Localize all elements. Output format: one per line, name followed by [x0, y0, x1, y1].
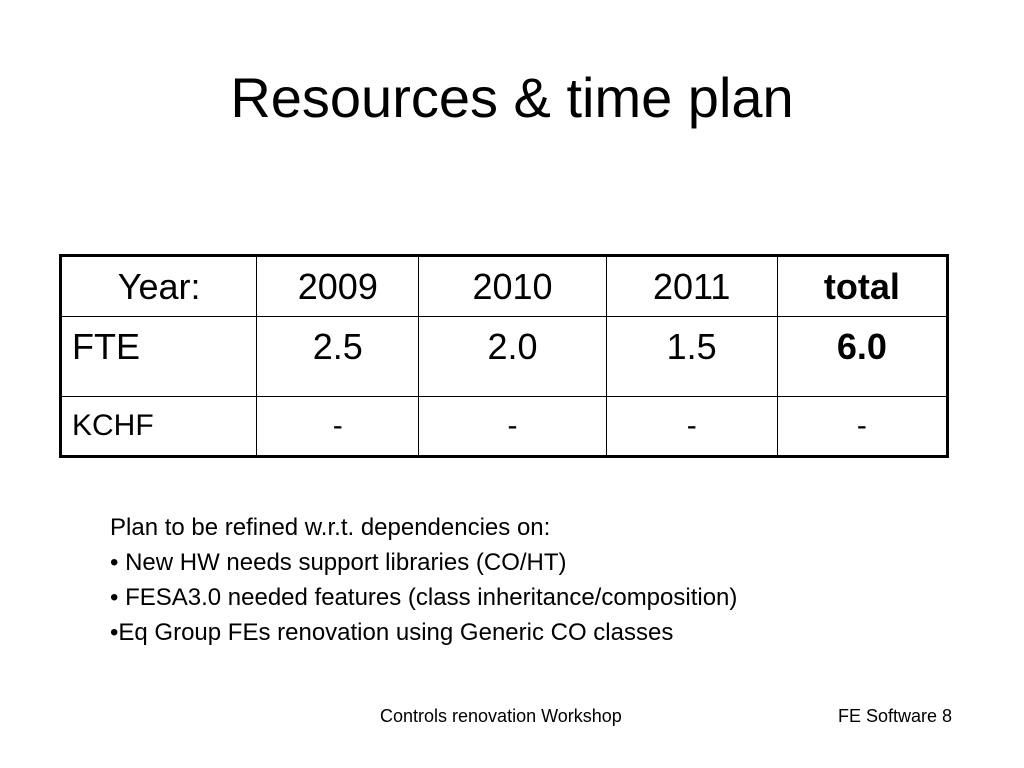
table-header-row [61, 256, 948, 317]
notes-line: •Eq Group FEs renovation using Generic CO classes [110, 619, 674, 646]
table-row [61, 397, 948, 457]
row-label-kchf: KCHF [61, 397, 257, 457]
table-cell: - [606, 397, 777, 457]
footer-page-label: FE Software 8 [838, 706, 953, 726]
notes-text-block [110, 510, 737, 650]
table-cell-total: - [777, 397, 947, 457]
table-cell: - [419, 397, 606, 457]
table-cell: 1.5 [606, 317, 777, 397]
resource-table [59, 254, 949, 458]
header-cell-total: total [777, 256, 947, 317]
footer-center-text: Controls renovation Workshop [380, 706, 622, 726]
header-cell-year: Year: [61, 256, 257, 317]
notes-line: • New HW needs support libraries (CO/HT) [110, 549, 567, 576]
notes-line: • FESA3.0 needed features (class inheritance/composition) [110, 584, 738, 611]
table-cell: 2.0 [419, 317, 606, 397]
table-row [61, 317, 948, 397]
notes-line: Plan to be refined w.r.t. dependencies on: [110, 514, 551, 541]
header-cell-2009: 2009 [257, 256, 419, 317]
row-label-fte: FTE [61, 317, 257, 397]
table-cell: - [257, 397, 419, 457]
table-cell-total: 6.0 [777, 317, 947, 397]
slide-title: Resources & time plan [230, 66, 794, 129]
header-cell-2011: 2011 [606, 256, 777, 317]
table-cell: 2.5 [257, 317, 419, 397]
header-cell-2010: 2010 [419, 256, 606, 317]
